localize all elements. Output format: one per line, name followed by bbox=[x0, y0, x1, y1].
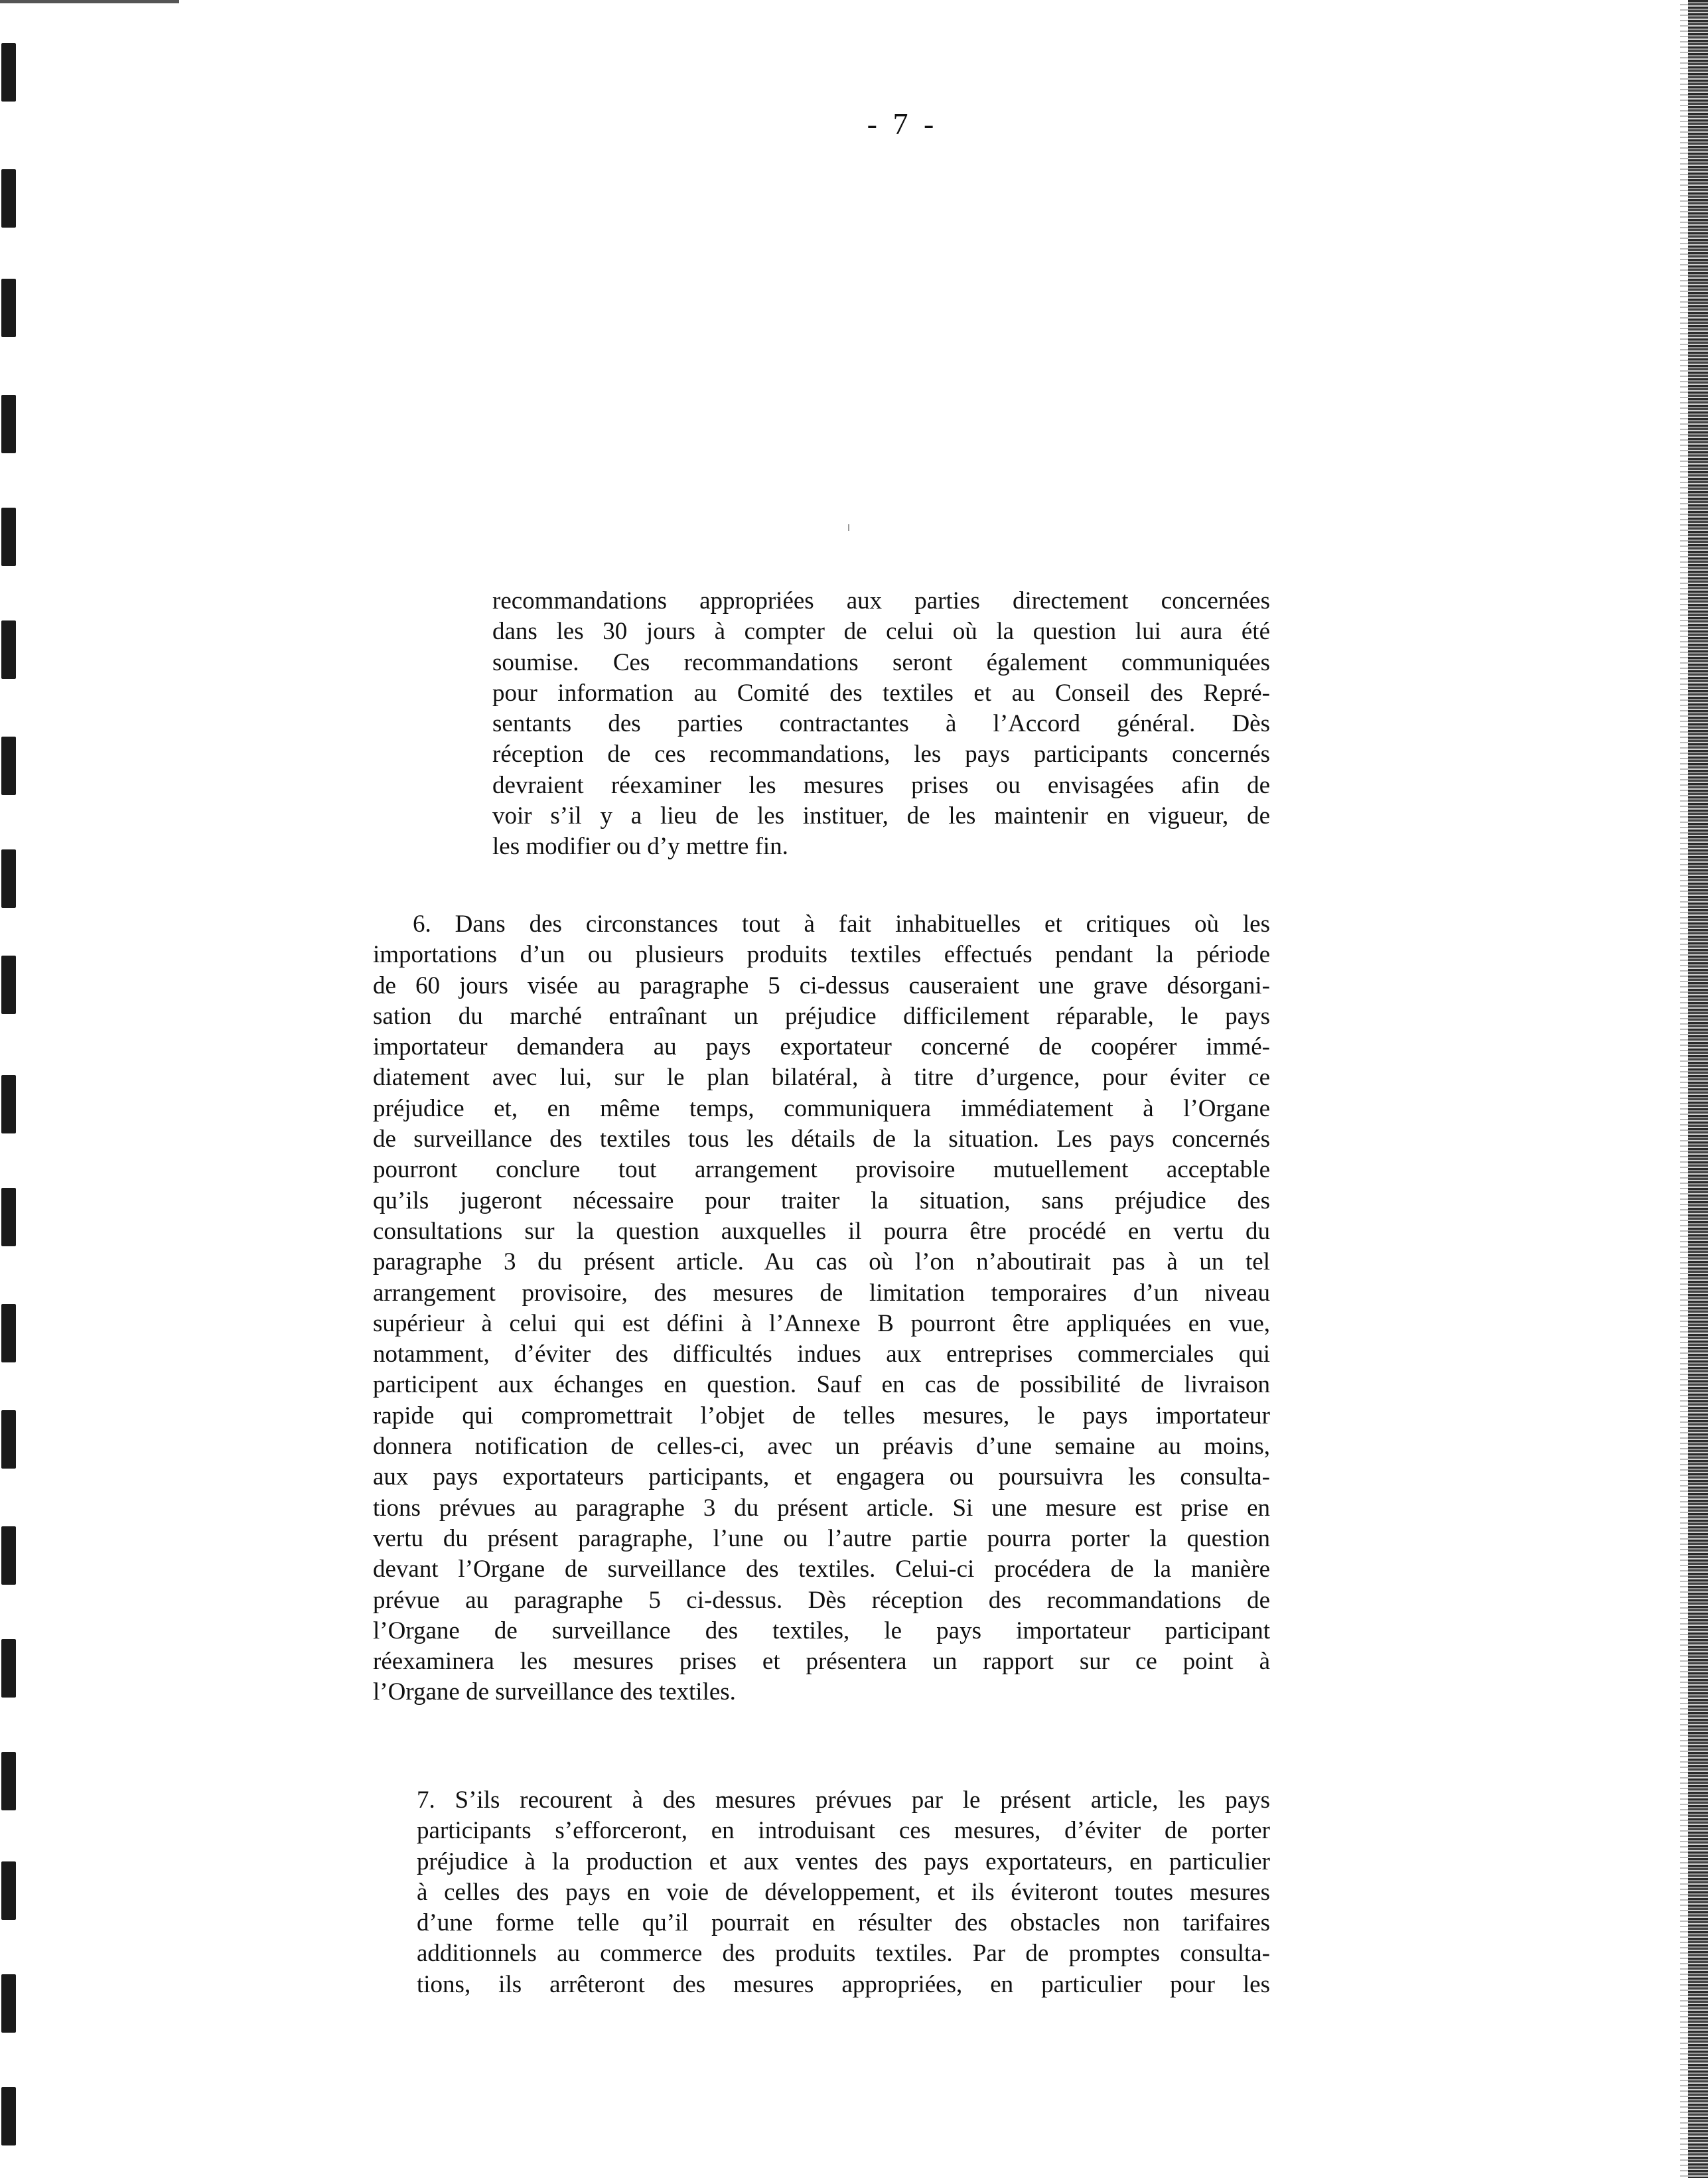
text-line: voir s’il y a lieu de les instituer, de les maintenir en vigueur, de bbox=[492, 802, 1270, 830]
binding-mark bbox=[1, 1304, 16, 1362]
binding-mark bbox=[1, 1639, 16, 1698]
text-line: sentants des parties contractantes à l’Accord général. Dès bbox=[492, 710, 1270, 738]
text-line: prévue au paragraphe 5 ci-dessus. Dès réception des recommandations de bbox=[373, 1586, 1270, 1614]
text-line: importations d’un ou plusieurs produits textiles effectués pendant la période bbox=[373, 941, 1270, 969]
text-line: consultations sur la question auxquelles il pourra être procédé en vertu du bbox=[373, 1217, 1270, 1245]
text-line: participants s’efforceront, en introduisant ces mesures, d’éviter de porter bbox=[417, 1817, 1270, 1845]
paragraph-continuation bbox=[492, 586, 1270, 863]
paragraph-6 bbox=[373, 909, 1270, 1708]
text-line: participent aux échanges en question. Sauf en cas de possibilité de livraison bbox=[373, 1371, 1270, 1399]
text-line: supérieur à celui qui est défini à l’Annexe B pourront être appliquées en vue, bbox=[373, 1309, 1270, 1337]
binding-mark bbox=[1, 956, 16, 1014]
page-number: - 7 - bbox=[867, 107, 938, 141]
binding-mark bbox=[1, 1526, 16, 1585]
text-line: rapide qui compromettrait l’objet de telles mesures, le pays importateur bbox=[373, 1402, 1270, 1429]
scan-top-rule bbox=[0, 0, 179, 3]
scan-right-edge-shadow bbox=[1680, 0, 1688, 2178]
text-line: qu’ils jugeront nécessaire pour traiter la situation, sans préjudice des bbox=[373, 1187, 1270, 1214]
binding-mark bbox=[1, 395, 16, 453]
text-line: l’Organe de surveillance des textiles. bbox=[373, 1678, 736, 1706]
text-line: devant l’Organe de surveillance des textiles. Celui-ci procédera de la manière bbox=[373, 1556, 1270, 1583]
binding-mark bbox=[1, 1974, 16, 2033]
binding-mark bbox=[1, 1188, 16, 1246]
binding-mark bbox=[1, 737, 16, 795]
paragraph-7 bbox=[417, 1785, 1270, 2000]
text-line: les modifier ou d’y mettre fin. bbox=[492, 833, 788, 861]
binding-mark bbox=[1, 1410, 16, 1469]
text-line: devraient réexaminer les mesures prises ou envisagées afin de bbox=[492, 771, 1270, 799]
binding-mark bbox=[1, 43, 16, 102]
text-line: à celles des pays en voie de développement, et ils éviteront toutes mesures bbox=[417, 1878, 1270, 1906]
text-line: importateur demandera au pays exportateur concerné de coopérer immé- bbox=[373, 1033, 1270, 1061]
text-line: sation du marché entraînant un préjudice difficilement réparable, le pays bbox=[373, 1002, 1270, 1030]
text-line: notamment, d’éviter des difficultés indues aux entreprises commerciales qui bbox=[373, 1341, 1270, 1368]
binding-mark bbox=[1, 849, 16, 908]
text-line: préjudice et, en même temps, communiquera immédiatement à l’Organe bbox=[373, 1094, 1270, 1122]
text-line: additionnels au commerce des produits textiles. Par de promptes consulta- bbox=[417, 1940, 1270, 1968]
text-line: dans les 30 jours à compter de celui où la question lui aura été bbox=[492, 618, 1270, 646]
binding-mark bbox=[1, 279, 16, 337]
binding-mark bbox=[1, 169, 16, 228]
text-line: pour information au Comité des textiles et au Conseil des Repré- bbox=[492, 679, 1270, 707]
text-line: d’une forme telle qu’il pourrait en résulter des obstacles non tarifaires bbox=[417, 1909, 1270, 1937]
binding-mark bbox=[1, 1861, 16, 1920]
binding-mark bbox=[1, 620, 16, 679]
text-line: 7. S’ils recourent à des mesures prévues par le présent article, les pays bbox=[417, 1786, 1270, 1814]
text-line: pourront conclure tout arrangement provisoire mutuellement acceptable bbox=[373, 1156, 1270, 1184]
text-line: réception de ces recommandations, les pays participants concernés bbox=[492, 741, 1270, 768]
text-line: aux pays exportateurs participants, et engagera ou poursuivra les consulta- bbox=[373, 1463, 1270, 1491]
text-line: réexaminera les mesures prises et présentera un rapport sur ce point à bbox=[373, 1648, 1270, 1676]
text-line: soumise. Ces recommandations seront également communiquées bbox=[492, 648, 1270, 676]
text-line: de surveillance des textiles tous les détails de la situation. Les pays concernés bbox=[373, 1125, 1270, 1153]
text-line: tions prévues au paragraphe 3 du présent article. Si une mesure est prise en bbox=[373, 1494, 1270, 1522]
text-line: de 60 jours visée au paragraphe 5 ci-dessus causeraient une grave désorgani- bbox=[373, 972, 1270, 999]
text-line: arrangement provisoire, des mesures de limitation temporaires d’un niveau bbox=[373, 1279, 1270, 1307]
text-line: l’Organe de surveillance des textiles, le pays importateur participant bbox=[373, 1617, 1270, 1644]
binding-mark bbox=[1, 2087, 16, 2145]
text-line: recommandations appropriées aux parties directement concernées bbox=[492, 587, 1270, 615]
text-line: vertu du présent paragraphe, l’une ou l’autre partie pourra porter la question bbox=[373, 1524, 1270, 1552]
text-line: paragraphe 3 du présent article. Au cas où l’on n’aboutirait pas à un tel bbox=[373, 1248, 1270, 1276]
text-line: donnera notification de celles-ci, avec un préavis d’une semaine au moins, bbox=[373, 1433, 1270, 1461]
text-line: diatement avec lui, sur le plan bilatéral, à titre d’urgence, pour éviter ce bbox=[373, 1064, 1270, 1092]
binding-mark bbox=[1, 1075, 16, 1133]
text-line: 6. Dans des circonstances tout à fait inhabituelles et critiques où les bbox=[413, 910, 1270, 938]
binding-mark bbox=[1, 1752, 16, 1810]
scan-binding-marks bbox=[0, 0, 20, 2178]
scan-speck bbox=[848, 524, 849, 531]
binding-mark bbox=[1, 508, 16, 566]
text-line: préjudice à la production et aux ventes des pays exportateurs, en particulier bbox=[417, 1848, 1270, 1875]
text-line: tions, ils arrêteront des mesures appropriées, en particulier pour les bbox=[417, 1970, 1270, 1998]
scan-right-edge bbox=[1688, 0, 1708, 2178]
